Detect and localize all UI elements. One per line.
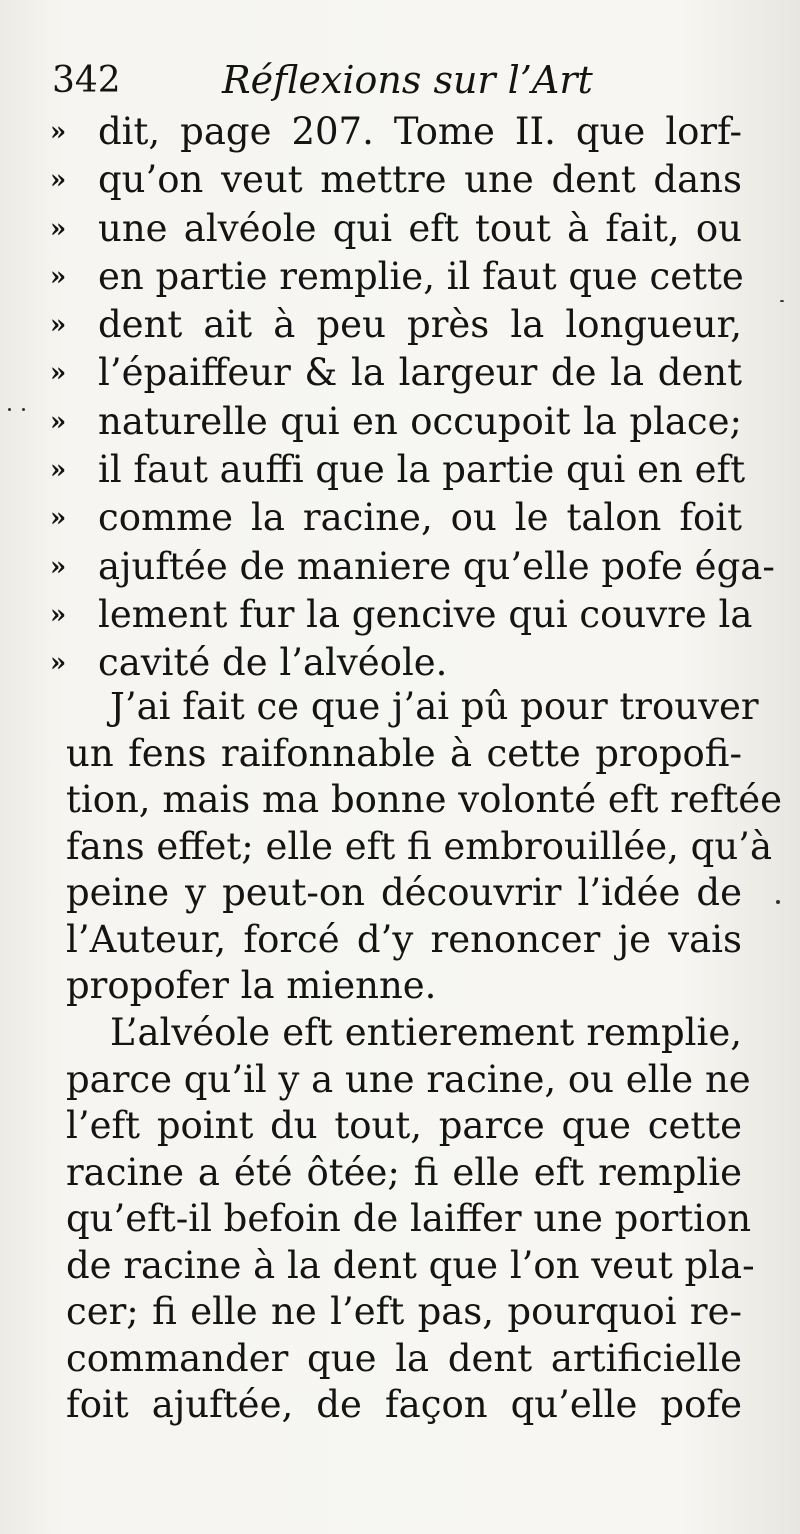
quote-line xyxy=(50,253,750,301)
quote-line xyxy=(50,301,750,349)
quote-text: il faut auffi que la partie qui en eft xyxy=(98,448,746,492)
quote-mark: » xyxy=(50,358,67,389)
quote-text: comme la racine, ou le talon foit xyxy=(98,496,742,540)
quote-mark: » xyxy=(50,599,67,630)
quote-mark: » xyxy=(50,648,67,679)
quote-mark: » xyxy=(50,213,67,244)
quote-mark: » xyxy=(50,503,67,534)
paragraph-line: fans effet; elle eft fi embrouillée, qu’à xyxy=(66,824,772,868)
quote-line xyxy=(50,446,750,494)
quote-line xyxy=(50,494,750,542)
paragraph-line: qu’eft-il befoin de laiffer une portion xyxy=(66,1197,752,1240)
paragraph-line: l’Auteur, forcé d’y renoncer je vais xyxy=(66,917,742,961)
quote-mark: » xyxy=(50,551,67,582)
quote-line xyxy=(50,156,750,204)
paragraph-line: tion, mais ma bonne volonté eft reftée xyxy=(66,778,783,821)
quote-mark: » xyxy=(50,310,67,341)
quote-text: l’épaiffeur & la largeur de la dent xyxy=(98,351,742,395)
page-header xyxy=(52,58,752,106)
paragraph-line: commander que la dent artificielle xyxy=(66,1336,742,1380)
paragraph-line: de racine à la dent que l’on veut pla- xyxy=(66,1243,755,1287)
quote-text: dit, page 207. Tome II. que lorf- xyxy=(98,110,742,153)
paragraph-line: l’eft point du tout, parce que cette xyxy=(66,1104,742,1147)
quote-line xyxy=(50,108,750,156)
quoted-passage xyxy=(50,108,775,688)
quote-text: naturelle qui en occupoit la place; xyxy=(98,399,742,443)
quote-line xyxy=(50,398,750,446)
quote-text: dent ait à peu près la longueur, xyxy=(98,303,742,347)
ink-speck xyxy=(8,408,11,411)
paragraph-line: J’ai fait ce que j’ai pû pour trouver xyxy=(110,685,759,728)
paragraph-2 xyxy=(66,1010,755,1429)
quote-text: ajuftée de maniere qu’elle pofe éga- xyxy=(98,544,775,588)
paragraph-line: peine y peut-on découvrir l’idée de xyxy=(66,871,742,914)
quote-line xyxy=(50,639,750,687)
running-title: Réflexions sur l’Art xyxy=(222,58,593,102)
quote-text: cavité de l’alvéole. xyxy=(98,641,448,685)
paragraph-1 xyxy=(66,684,783,1010)
quote-line xyxy=(50,205,750,253)
quote-mark: » xyxy=(50,455,67,486)
page-number: 342 xyxy=(52,60,121,101)
paragraph-line: propofer la mienne. xyxy=(66,964,437,1007)
ink-speck xyxy=(776,900,780,904)
quote-text: qu’on veut mettre une dent dans xyxy=(98,158,742,202)
paragraph-line: foit ajuftée, de façon qu’elle pofe xyxy=(66,1383,742,1426)
quote-text: lement fur la gencive qui couvre la xyxy=(98,592,753,636)
quote-text: en partie remplie, il faut que cette xyxy=(98,254,744,298)
paragraph-line: parce qu’il y a une racine, ou elle ne xyxy=(66,1057,751,1101)
quote-mark: » xyxy=(50,117,67,147)
ink-speck xyxy=(22,408,25,411)
ink-speck xyxy=(780,300,784,302)
quote-mark: » xyxy=(50,165,67,196)
quote-mark: » xyxy=(50,406,67,437)
quote-line xyxy=(50,543,775,591)
quote-mark: » xyxy=(50,261,67,292)
quote-text: une alvéole qui eft tout à fait, ou xyxy=(98,206,742,250)
paragraph-line: L’alvéole eft entierement remplie, xyxy=(110,1011,742,1054)
paragraph-line: un fens raifonnable à cette propofi- xyxy=(66,731,742,775)
quote-line xyxy=(50,349,750,397)
paragraph-line: cer; fi elle ne l’eft pas, pourquoi re- xyxy=(66,1290,742,1333)
quote-line xyxy=(50,591,753,639)
paragraph-line: racine a été ôtée; fi elle eft remplie xyxy=(66,1150,742,1194)
